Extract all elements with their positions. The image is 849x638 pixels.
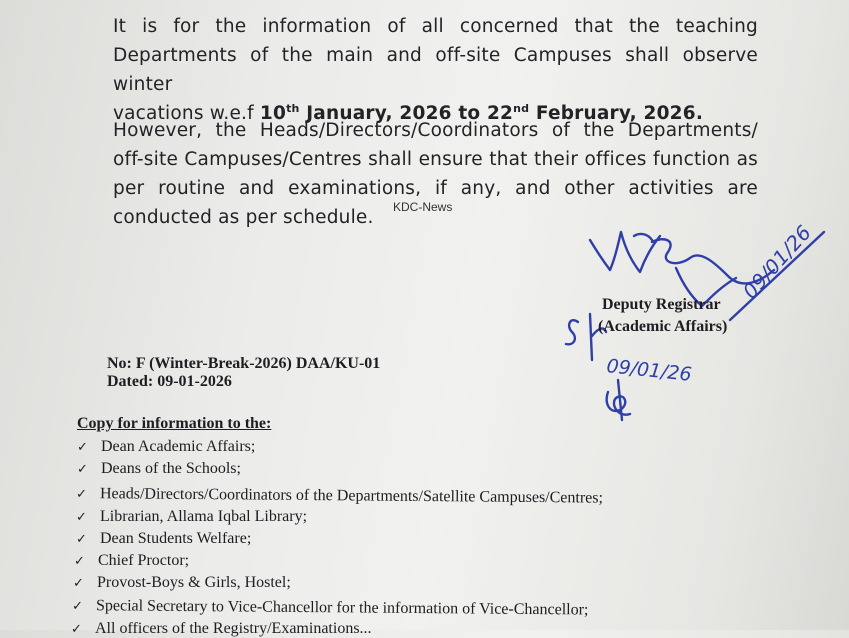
- signature-stroke: [730, 232, 824, 320]
- checkmark-icon: ✓: [76, 532, 87, 547]
- list-item: ✓ Deans of the Schools;: [77, 460, 241, 477]
- checkmark-icon: ✓: [75, 487, 87, 503]
- list-item: ✓ Chief Proctor;: [74, 552, 190, 569]
- initial-stroke: [566, 320, 578, 344]
- list-item: ✓ Dean Academic Affairs;: [77, 438, 256, 455]
- notice-line: However, the Heads/Directors/Coordinators of the Departments/: [113, 120, 758, 141]
- handwritten-initial-date: 09/01/26: [605, 355, 693, 386]
- list-item: ✓ Provost-Boys & Girls, Hostel;: [73, 574, 291, 591]
- list-item: ✓ Special Secretary to Vice-Chancellor for the information of Vice-Chancellor;: [71, 597, 589, 619]
- reference-date: Dated: 09-01-2026: [107, 373, 232, 390]
- reference-number: No: F (Winter-Break-2026) DAA/KU-01: [107, 355, 381, 372]
- signature-stroke: [652, 239, 774, 283]
- notice-line: It is for the information of all concerned that the teaching: [113, 16, 758, 37]
- handwritten-date: 09/01/26: [737, 220, 816, 304]
- notice-line: per routine and examinations, if any, and other activities are: [113, 178, 758, 199]
- list-item: ✓ Dean Students Welfare;: [76, 530, 252, 547]
- signature-stroke: [590, 232, 660, 272]
- checkmark-icon: ✓: [77, 440, 88, 455]
- checkmark-icon: ✓: [73, 576, 84, 591]
- watermark-text: KDC-News: [393, 200, 453, 214]
- checkmark-icon: ✓: [71, 622, 82, 637]
- signatory-department: (Academic Affairs): [598, 318, 728, 335]
- copy-to-heading: Copy for information to the:: [77, 415, 272, 432]
- notice-paragraph-2: [113, 116, 758, 232]
- initial-stroke: [607, 392, 630, 415]
- vacation-start-date: 10th January, 2026 to 22nd February, 2026.: [259, 102, 704, 124]
- list-item: ✓ Librarian, Allama Iqbal Library;: [76, 508, 308, 525]
- notice-paragraph-1: [113, 12, 758, 128]
- notice-line: off-site Campuses/Centres shall ensure that their offices function as: [113, 149, 758, 170]
- checkmark-icon: ✓: [77, 462, 88, 477]
- checkmark-icon: ✓: [74, 554, 85, 569]
- list-item: ✓ All officers of the Registry/Examinations...: [71, 620, 372, 637]
- initial-stroke: [590, 314, 592, 360]
- initial-stroke: [618, 380, 622, 420]
- list-item: ✓ Heads/Directors/Coordinators of the Departments/Satellite Campuses/Centres;: [75, 485, 604, 507]
- checkmark-icon: ✓: [76, 510, 87, 525]
- notice-line-prefix: vacations w.e.f: [113, 103, 260, 124]
- signature-stroke: [634, 234, 652, 240]
- checkmark-icon: ✓: [71, 599, 83, 615]
- notice-line: Departments of the main and off-site Campuses shall observe winter: [113, 45, 758, 95]
- signatory-title: Deputy Registrar: [602, 296, 721, 313]
- notice-line: conducted as per schedule.: [113, 207, 374, 228]
